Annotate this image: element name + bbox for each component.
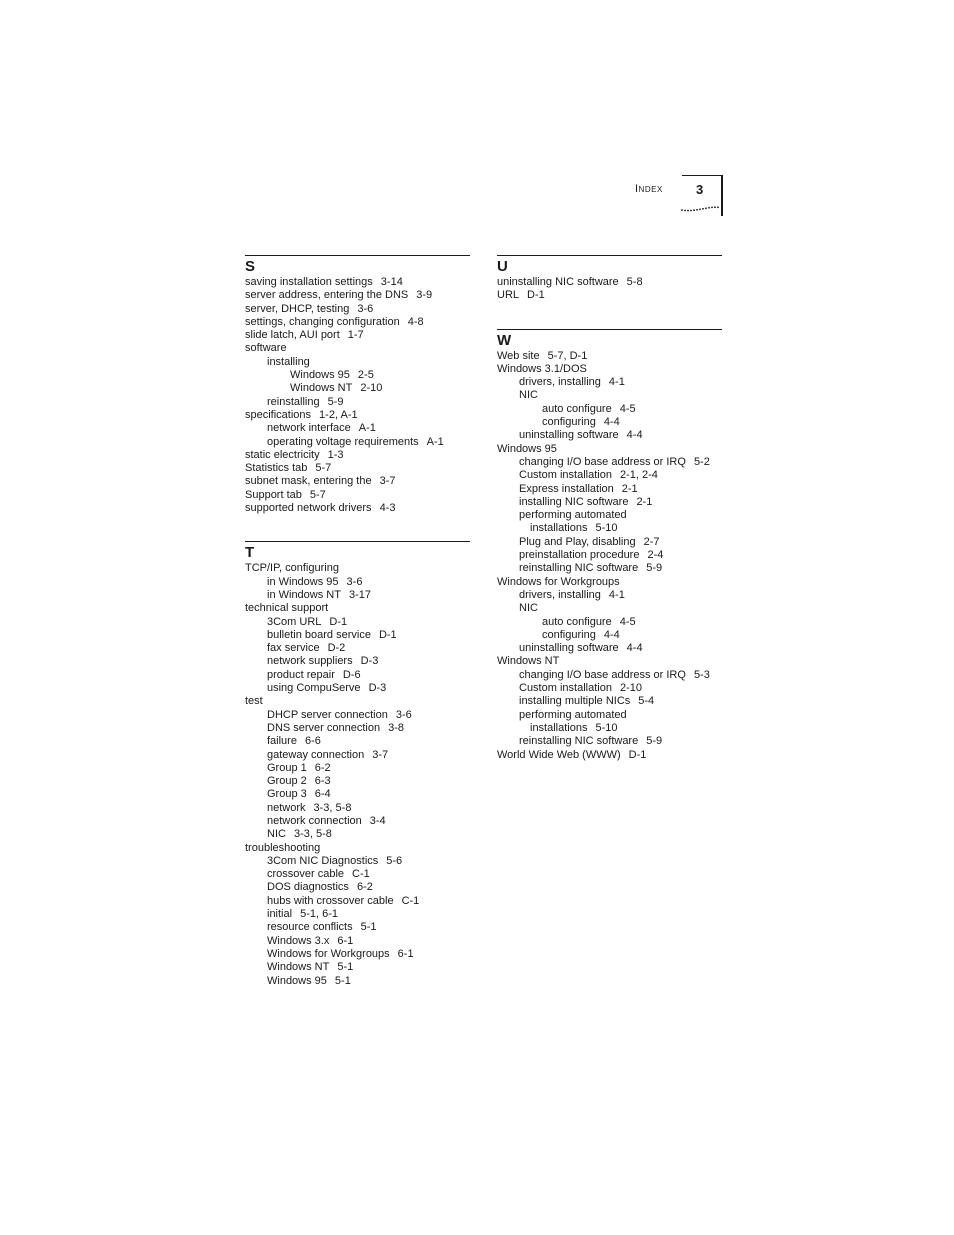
entry-page-ref: 5-6	[386, 854, 403, 867]
entry-page-ref: 6-1	[397, 947, 414, 960]
entry-term: uninstalling software	[519, 429, 619, 442]
entry-term: 3Com URL	[267, 615, 322, 628]
index-entry	[245, 735, 470, 748]
entry-term: Web site	[497, 349, 540, 362]
index-entry	[245, 449, 470, 462]
entry-term: Windows NT	[497, 655, 560, 668]
entry-page-ref: 5-9	[646, 562, 663, 575]
entry-page-ref: 2-1, 2-4	[619, 469, 658, 482]
index-entry	[497, 416, 722, 429]
index-entry	[497, 429, 722, 442]
entry-term: network interface	[267, 422, 351, 435]
entry-term: installing	[267, 355, 310, 368]
entry-term: in Windows 95	[267, 575, 339, 588]
entry-term: Windows 3.1/DOS	[497, 362, 587, 375]
entry-term: configuring	[542, 416, 596, 429]
entry-term: using CompuServe	[267, 682, 361, 695]
entry-page-ref: D-1	[628, 748, 647, 761]
entry-term: auto configure	[542, 615, 612, 628]
entry-page-ref: 5-7	[309, 488, 326, 501]
index-entry	[245, 422, 470, 435]
entry-term: settings, changing configuration	[245, 315, 400, 328]
entry-page-ref: D-1	[378, 628, 397, 641]
index-entry	[245, 602, 470, 615]
entry-term: auto configure	[542, 402, 612, 415]
index-entry	[497, 616, 722, 629]
index-entry	[497, 629, 722, 642]
index-entry	[497, 289, 722, 302]
index-entry	[497, 682, 722, 695]
entry-term: server, DHCP, testing	[245, 302, 350, 315]
entry-term: Group 1	[267, 761, 307, 774]
entry-term: NIC	[519, 389, 538, 402]
entry-term: Windows 95	[267, 974, 327, 987]
entry-page-ref: 6-3	[314, 775, 331, 788]
entry-term: test	[245, 695, 263, 708]
index-entry	[245, 842, 470, 855]
entry-page-ref: 5-9	[327, 395, 344, 408]
index-entry	[245, 576, 470, 589]
index-entry	[245, 921, 470, 934]
index-entry	[245, 695, 470, 708]
entry-term: troubleshooting	[245, 841, 321, 854]
index-entry	[497, 456, 722, 469]
entry-page-ref: 6-6	[304, 735, 321, 748]
entry-term: software	[245, 342, 287, 355]
entry-term: drivers, installing	[519, 588, 601, 601]
entry-term: gateway connection	[267, 748, 365, 761]
entry-page-ref: 5-9	[646, 735, 663, 748]
entry-term: installing multiple NICs	[519, 695, 631, 708]
entry-page-ref: 5-8	[626, 276, 643, 288]
entry-page-ref: 6-2	[356, 881, 373, 894]
index-entry	[497, 722, 722, 735]
index-entry	[245, 316, 470, 329]
index-entry	[245, 935, 470, 948]
entry-term: configuring	[542, 628, 596, 641]
index-entry	[245, 276, 470, 289]
entry-page-ref: C-1	[401, 894, 420, 907]
entry-page-ref: D-2	[327, 642, 346, 655]
entry-page-ref: 5-10	[595, 721, 618, 734]
entry-page-ref: 3-3, 5-8	[313, 801, 352, 814]
entry-term: specifications	[245, 408, 312, 421]
index-entry	[497, 443, 722, 456]
entry-term: initial	[267, 908, 293, 921]
index-entry	[497, 589, 722, 602]
entry-term: DHCP server connection	[267, 708, 388, 721]
section-letter: U	[497, 258, 508, 275]
entry-page-ref: 3-9	[416, 289, 433, 302]
index-entry	[245, 289, 470, 302]
entry-term: DOS diagnostics	[267, 881, 349, 894]
entry-term: NIC	[519, 602, 538, 615]
index-entry	[245, 589, 470, 602]
entry-page-ref: 2-4	[647, 549, 664, 562]
page-number: 3	[696, 182, 704, 197]
entry-page-ref: 3-17	[348, 588, 371, 601]
entry-term: network suppliers	[267, 655, 353, 668]
entry-term: product repair	[267, 668, 335, 681]
index-entry	[497, 735, 722, 748]
entry-page-ref: 4-5	[619, 615, 636, 628]
entry-term: slide latch, AUI port	[245, 329, 340, 342]
entry-page-ref: 2-10	[360, 382, 383, 395]
entry-page-ref: 4-4	[603, 628, 620, 641]
index-entry	[245, 329, 470, 342]
entry-term: reinstalling	[267, 395, 320, 408]
entry-page-ref: 4-3	[379, 502, 396, 515]
index-entry	[245, 908, 470, 921]
entry-term: failure	[267, 735, 297, 748]
entry-term: hubs with crossover cable	[267, 894, 394, 907]
entry-term: Windows for Workgroups	[267, 947, 390, 960]
entry-term: reinstalling NIC software	[519, 735, 639, 748]
index-entry	[497, 536, 722, 549]
index-entry	[245, 682, 470, 695]
index-entry	[245, 655, 470, 668]
entry-page-ref: 5-7	[315, 462, 332, 475]
index-entry	[497, 562, 722, 575]
entry-term: static electricity	[245, 448, 320, 461]
entry-term: reinstalling NIC software	[519, 562, 639, 575]
entry-page-ref: 6-4	[314, 788, 331, 801]
entry-page-ref: 1-7	[347, 329, 364, 342]
entry-term: TCP/IP, configuring	[245, 562, 339, 575]
entry-page-ref: 3-14	[380, 276, 403, 288]
entry-page-ref: 4-1	[608, 588, 625, 601]
entry-page-ref: 3-6	[395, 708, 412, 721]
index-entry	[245, 462, 470, 475]
index-entry	[245, 562, 470, 575]
entry-page-ref: 4-5	[619, 402, 636, 415]
entry-term: operating voltage requirements	[267, 435, 419, 448]
entry-page-ref: A-1	[358, 422, 376, 435]
entry-term: resource conflicts	[267, 921, 353, 934]
entry-term: uninstalling software	[519, 642, 619, 655]
index-entry	[245, 709, 470, 722]
index-entry	[245, 475, 470, 488]
entry-page-ref: 3-7	[372, 748, 389, 761]
index-entry	[497, 642, 722, 655]
index-entry	[497, 509, 722, 522]
index-entry	[245, 802, 470, 815]
index-entry	[245, 669, 470, 682]
index-entry	[245, 775, 470, 788]
index-entry	[245, 369, 470, 382]
entry-page-ref: 4-4	[603, 416, 620, 429]
index-entry	[497, 709, 722, 722]
index-entry	[245, 356, 470, 369]
section-letter: T	[245, 544, 255, 562]
entry-page-ref: C-1	[352, 868, 370, 881]
entry-page-ref: 2-1	[621, 482, 638, 495]
entry-page-ref: 4-8	[407, 315, 424, 328]
entry-term: drivers, installing	[519, 376, 601, 389]
entry-page-ref: 3-8	[388, 721, 405, 734]
index-entry	[497, 669, 722, 682]
running-title: Index	[635, 183, 663, 195]
entry-term: changing I/O base address or IRQ	[519, 455, 686, 468]
section-letter: S	[245, 258, 256, 275]
index-section	[245, 255, 470, 515]
index-entry	[497, 376, 722, 389]
entry-term: URL	[497, 289, 520, 302]
index-entry	[497, 749, 722, 762]
index-entry	[497, 602, 722, 615]
index-entry	[245, 436, 470, 449]
entry-term: fax service	[267, 642, 320, 655]
index-entry	[245, 868, 470, 881]
entry-term: Support tab	[245, 488, 302, 501]
index-entry	[245, 881, 470, 894]
entry-page-ref: 5-1	[360, 921, 377, 934]
entry-term: installing NIC software	[519, 495, 629, 508]
entry-page-ref: 1-3	[327, 448, 344, 461]
entry-page-ref: D-6	[342, 668, 361, 681]
entry-page-ref: 5-2	[693, 455, 710, 468]
entry-page-ref: 5-7, D-1	[547, 349, 588, 362]
entry-page-ref: 5-1, 6-1	[300, 908, 338, 921]
index-entry	[245, 642, 470, 655]
index-entry	[497, 496, 722, 509]
entry-page-ref: 5-1	[334, 974, 351, 987]
entry-page-ref: D-3	[368, 682, 387, 695]
entry-page-ref: 2-10	[619, 682, 642, 695]
index-entry	[245, 616, 470, 629]
entry-term: NIC	[267, 828, 286, 841]
entry-term: Windows 95	[497, 442, 557, 455]
entry-term: DNS server connection	[267, 721, 381, 734]
entry-term: Express installation	[519, 482, 614, 495]
index-entry	[497, 695, 722, 708]
entry-term: Statistics tab	[245, 462, 308, 475]
entry-page-ref: D-1	[527, 289, 545, 302]
entry-term: Windows 95	[290, 369, 350, 382]
entry-term: Windows NT	[290, 382, 353, 395]
entry-term: in Windows NT	[267, 588, 341, 601]
entry-page-ref: 3-4	[369, 814, 386, 827]
index-entry	[245, 762, 470, 775]
index-section	[245, 541, 470, 988]
index-entry	[245, 722, 470, 735]
entry-term: Custom installation	[519, 469, 612, 482]
entry-term: performing automated	[519, 708, 627, 721]
entry-page-ref: 6-1	[337, 934, 354, 947]
index-entry	[497, 389, 722, 402]
entry-page-ref: D-1	[329, 615, 348, 628]
entry-term: changing I/O base address or IRQ	[519, 668, 686, 681]
entry-term: crossover cable	[267, 868, 345, 881]
index-entry	[245, 815, 470, 828]
index-section	[497, 255, 722, 303]
entry-term: server address, entering the DNS	[245, 289, 409, 302]
entry-term: technical support	[245, 602, 329, 615]
entry-page-ref: 2-1	[636, 495, 653, 508]
index-entry	[245, 975, 470, 988]
entry-term: saving installation settings	[245, 276, 373, 288]
entry-page-ref: 3-7	[379, 475, 396, 488]
entry-term: Group 2	[267, 775, 307, 788]
entry-page-ref: A-1	[426, 435, 444, 448]
entry-page-ref: 3-6	[357, 302, 374, 315]
entry-term: Custom installation	[519, 682, 612, 695]
index-entry	[245, 961, 470, 974]
index-entry	[497, 363, 722, 376]
section-letter: W	[497, 331, 512, 349]
index-entry	[245, 749, 470, 762]
entry-term: 3Com NIC Diagnostics	[267, 854, 379, 867]
entry-term: Windows NT	[267, 961, 330, 974]
index-entry	[497, 549, 722, 562]
index-column-left	[245, 255, 470, 988]
index-entry	[245, 895, 470, 908]
entry-term: subnet mask, entering the	[245, 475, 372, 488]
entry-term: network connection	[267, 814, 362, 827]
entry-page-ref: 5-10	[595, 522, 618, 535]
entry-page-ref: 5-4	[638, 695, 655, 708]
index-entry	[497, 655, 722, 668]
dotted-ornament-icon	[680, 200, 722, 214]
index-entry	[245, 303, 470, 316]
index-entry	[497, 350, 722, 363]
entry-term: network	[267, 801, 306, 814]
entry-page-ref: 2-7	[643, 535, 660, 548]
index-column-right	[497, 255, 722, 762]
entry-term: installations	[530, 721, 588, 734]
index-entry	[497, 522, 722, 535]
entry-term: Plug and Play, disabling	[519, 535, 636, 548]
entry-page-ref: 1-2, A-1	[319, 408, 358, 421]
index-entry	[497, 576, 722, 589]
index-entry	[245, 489, 470, 502]
index-entry	[245, 502, 470, 515]
entry-term: installations	[530, 522, 588, 535]
index-entry	[497, 403, 722, 416]
index-entry	[497, 483, 722, 496]
entry-page-ref: 3-6	[346, 575, 363, 588]
index-entry	[245, 382, 470, 395]
index-entry	[245, 629, 470, 642]
entry-page-ref: D-3	[360, 655, 379, 668]
entry-page-ref: 4-4	[626, 642, 643, 655]
entry-page-ref: 4-4	[626, 429, 643, 442]
index-entry	[497, 469, 722, 482]
entry-term: Group 3	[267, 788, 307, 801]
entry-page-ref: 4-1	[608, 376, 625, 389]
entry-term: Windows 3.x	[267, 934, 330, 947]
index-entry	[245, 855, 470, 868]
index-entry	[245, 342, 470, 355]
index-entry	[245, 788, 470, 801]
index-section	[497, 329, 722, 762]
entry-term: supported network drivers	[245, 502, 372, 515]
index-entry	[245, 409, 470, 422]
entry-term: uninstalling NIC software	[497, 276, 619, 288]
index-entry	[245, 828, 470, 841]
index-entry	[497, 276, 722, 289]
entry-term: bulletin board service	[267, 628, 371, 641]
entry-page-ref: 2-5	[357, 369, 374, 382]
entry-term: preinstallation procedure	[519, 549, 640, 562]
entry-term: Windows for Workgroups	[497, 575, 620, 588]
index-entry	[245, 396, 470, 409]
index-entry	[245, 948, 470, 961]
entry-page-ref: 6-2	[314, 761, 331, 774]
entry-term: World Wide Web (WWW)	[497, 748, 621, 761]
entry-term: performing automated	[519, 509, 627, 522]
entry-page-ref: 5-1	[337, 961, 354, 974]
entry-page-ref: 5-3	[693, 668, 710, 681]
entry-page-ref: 3-3, 5-8	[293, 828, 332, 841]
